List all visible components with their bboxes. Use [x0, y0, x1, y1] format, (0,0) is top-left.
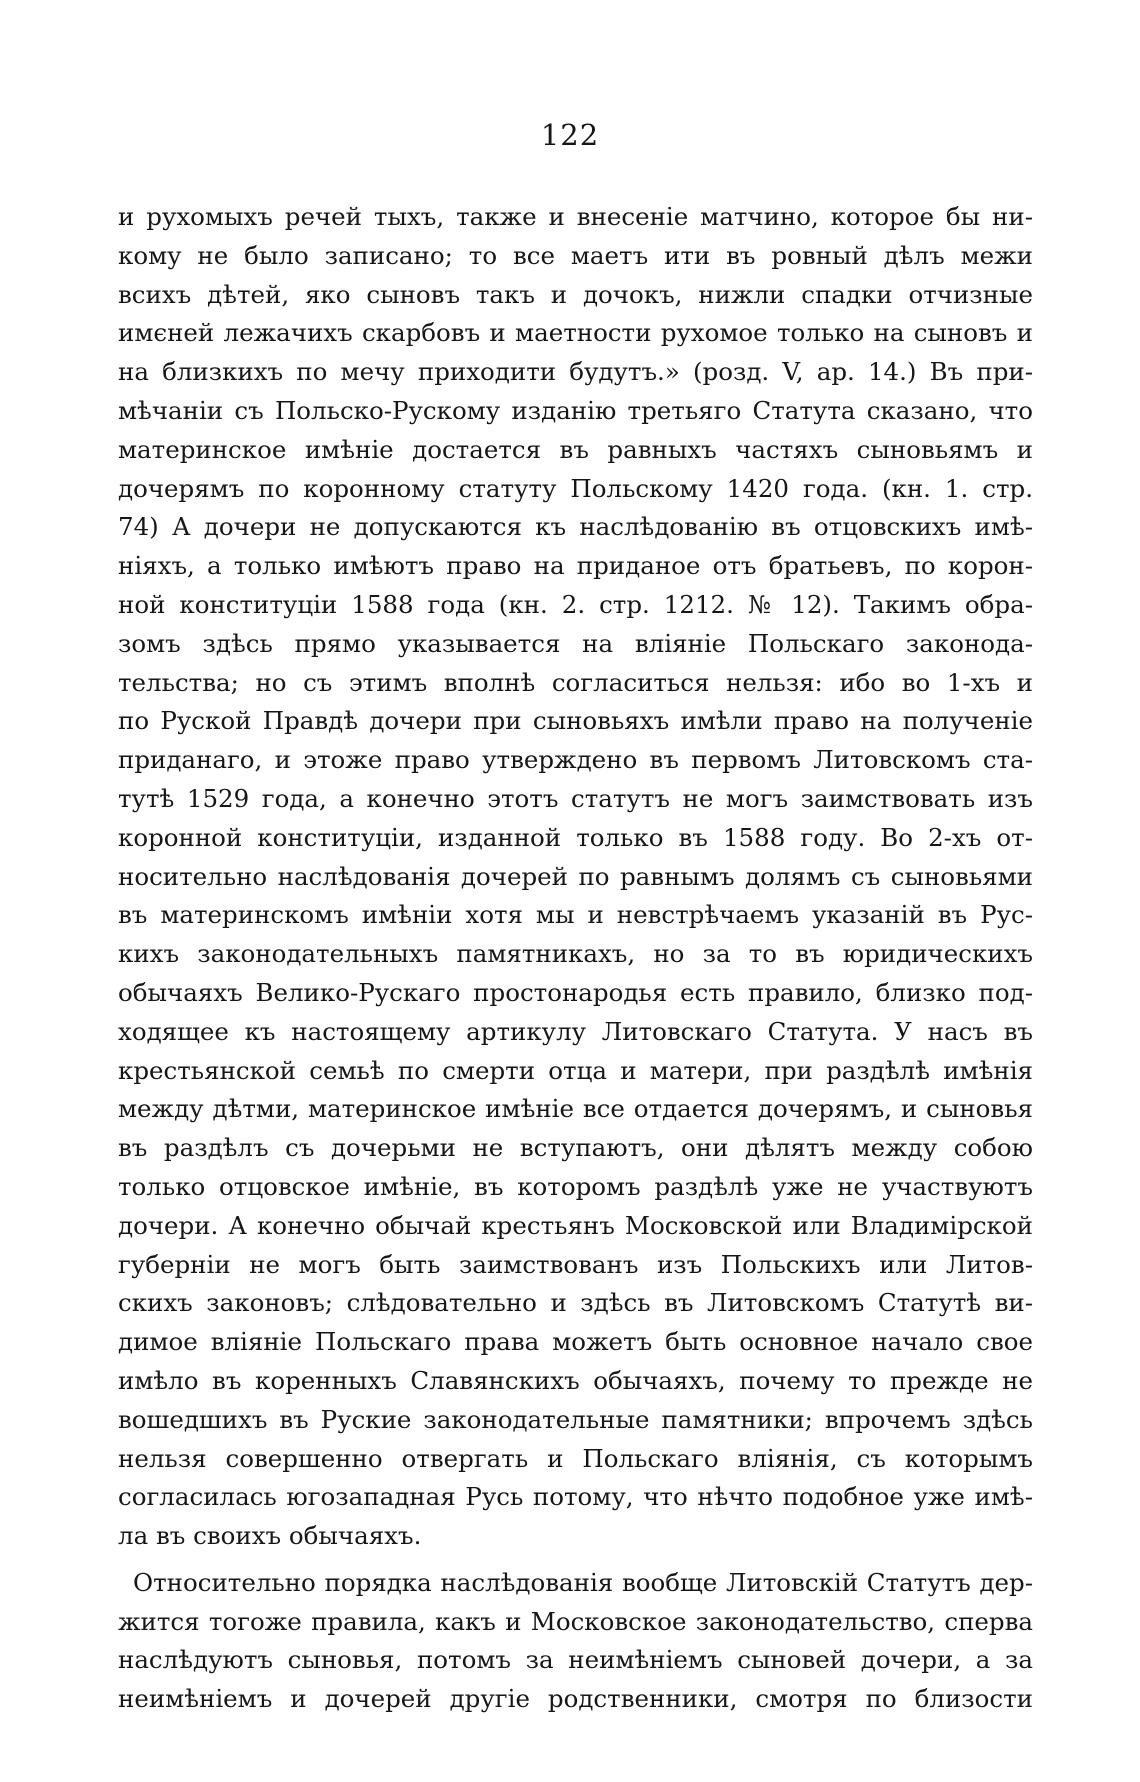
text-line: ла въ своихъ обычаяхъ. [118, 1521, 422, 1551]
text-line: дочерямъ по коронному статуту Польскому 1420 года. (кн. 1. стр. [118, 473, 1033, 503]
text-line: ніяхъ, а только имѣютъ право на приданое отъ братьевъ, по корон- [118, 551, 1033, 581]
text-line: всихъ дѣтей, яко сыновъ такъ и дочокъ, нижли спадки отчизные [118, 279, 1033, 309]
text-line: нельзя совершенно отвергать и Польскаго вліянія, съ которымъ [118, 1443, 1033, 1473]
text-line: въ раздѣлъ съ дочерьми не вступаютъ, они дѣлятъ между собою [118, 1133, 1033, 1163]
text-line: по Руской Правдѣ дочери при сыновьяхъ имѣли право на полученіе [118, 706, 1033, 736]
text-line: имѣло въ коренныхъ Славянскихъ обычаяхъ, почему то прежде не [118, 1365, 1033, 1395]
text-line: коронной конституціи, изданной только въ 1588 году. Во 2-хъ от- [118, 822, 1033, 852]
text-line: имєней лежачихъ скарбовъ и маетности рухомое только на сыновъ и [118, 318, 1033, 348]
text-line: губерніи не могъ быть заимствованъ изъ Польскихъ или Литов- [118, 1249, 1033, 1279]
text-line: тутѣ 1529 года, а конечно этотъ статутъ не могъ заимствовать изъ [118, 783, 1033, 813]
text-line: наслѣдуютъ сыновья, потомъ за неимѣніемъ сыновей дочери, а за [118, 1645, 1033, 1675]
text-line: и рухомыхъ речей тыхъ, также и внесеніе матчино, которое бы ни- [118, 202, 1033, 231]
page-number: 122 [540, 118, 600, 152]
text-line: зомъ здѣсь прямо указывается на вліяніе Польскаго законода- [118, 628, 1033, 658]
paragraph [118, 1564, 1033, 1719]
text-line: материнское имѣніе достается въ равныхъ частяхъ сыновьямъ и [118, 434, 1033, 464]
paragraph-gap [118, 1556, 1033, 1564]
text-line: носительно наслѣдованія дочерей по равнымъ долямъ съ сыновьями [118, 861, 1033, 891]
text-line: ной конституціи 1588 года (кн. 2. стр. 1212. № 12). Такимъ обра- [118, 589, 1033, 619]
text-line: между дѣтми, материнское имѣніе все отдается дочерямъ, и сыновья [118, 1094, 1033, 1124]
text-line: скихъ законовъ; слѣдовательно и здѣсь въ Литовскомъ Статутѣ ви- [118, 1288, 1033, 1318]
text-line: жится тогоже правила, какъ и Московское законодательство, сперва [118, 1606, 1033, 1636]
text-line: въ материнскомъ имѣніи хотя мы и невстрѣчаемъ указаній въ Рус- [118, 900, 1033, 930]
text-line: обычаяхъ Велико-Рускаго простонародья есть правило, близко под- [118, 977, 1033, 1007]
text-line: приданаго, и этоже право утверждено въ первомъ Литовскомъ ста- [118, 745, 1033, 775]
text-line: тельства; но съ этимъ вполнѣ согласиться нельзя: ибо во 1-хъ и [118, 667, 1033, 697]
text-line: кихъ законодательныхъ памятникахъ, но за то въ юридическихъ [118, 939, 1033, 969]
text-line: 74) А дочери не допускаются къ наслѣдованію въ отцовскихъ имѣ- [118, 512, 1033, 542]
text-line: согласилась югозападная Русь потому, что нѣчто подобное уже имѣ- [118, 1482, 1033, 1512]
text-line: на близкихъ по мечу приходити будутъ.» (розд. V, ар. 14.) Въ при- [118, 357, 1033, 387]
text-line: кому не было записано; то все маетъ ити въ ровный дѣлъ межи [118, 240, 1033, 270]
text-block [118, 198, 1033, 1719]
text-line: Относительно порядка наслѣдованія вообще Литовскій Статутъ дер- [133, 1567, 1033, 1597]
text-line: димое вліяніе Польскаго права можетъ быть основное начало свое [118, 1327, 1033, 1357]
text-line: дочери. А конечно обычай крестьянъ Московской или Владимірской [118, 1210, 1033, 1240]
paragraph [118, 198, 1033, 1556]
text-line: мѣчаніи съ Польско-Рускому изданію третьяго Статута сказано, что [118, 395, 1033, 425]
text-line: крестьянской семьѣ по смерти отца и матери, при раздѣлѣ имѣнія [118, 1055, 1033, 1085]
text-line: вошедшихъ въ Руские законодательные памятники; впрочемъ здѣсь [118, 1404, 1033, 1434]
text-line: только отцовское имѣніе, въ которомъ раздѣлѣ уже не участвуютъ [118, 1171, 1033, 1201]
text-line: ходящее къ настоящему артикулу Литовскаго Статута. У насъ въ [118, 1016, 1033, 1046]
text-line: неимѣніемъ и дочерей другіе родственники, смотря по близости [118, 1684, 1033, 1714]
